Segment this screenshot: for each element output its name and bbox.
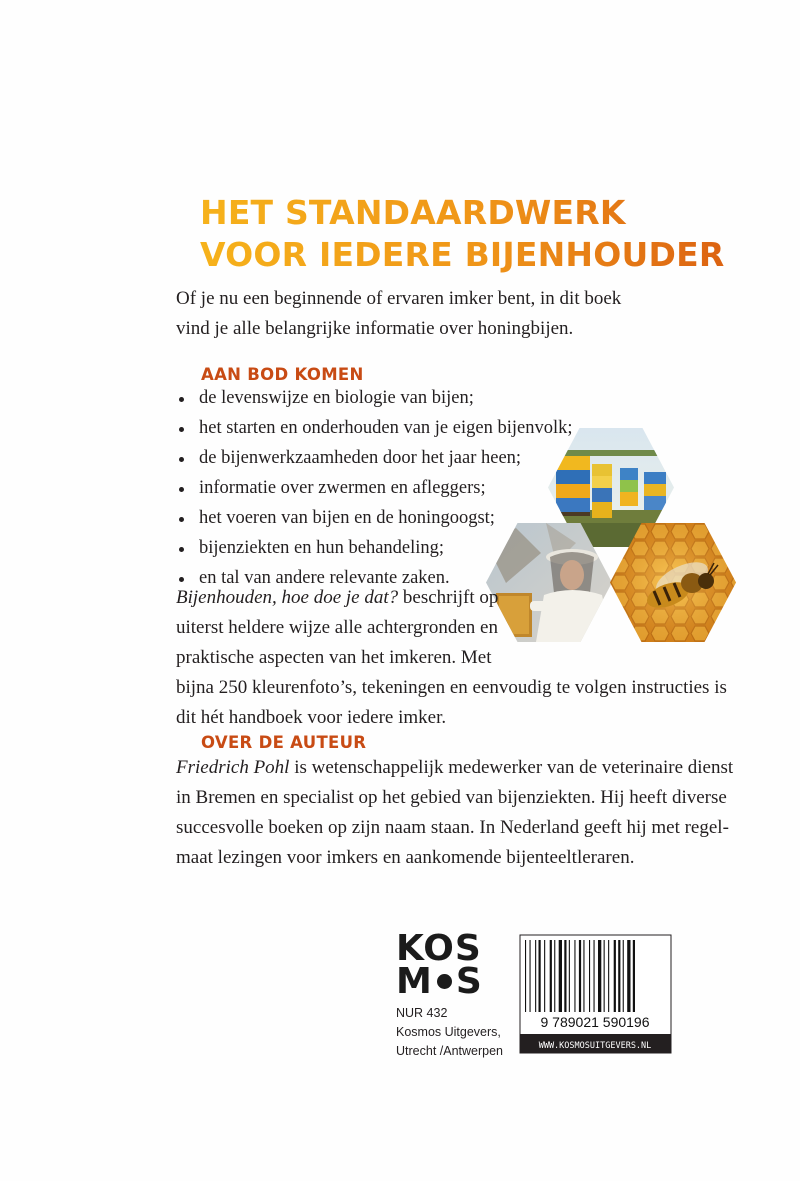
author-name: Friedrich Pohl xyxy=(176,757,290,778)
barcode-bar xyxy=(618,940,620,1012)
nur-code: NUR 432 xyxy=(396,1006,448,1020)
barcode-bar xyxy=(627,940,630,1012)
barcode-bar xyxy=(594,940,595,1012)
author-text xyxy=(176,753,734,873)
headline-line-1: HET STANDAARDWERK xyxy=(200,192,724,234)
barcode-bar xyxy=(539,940,541,1012)
barcode-bar xyxy=(598,940,601,1012)
description-line: beschrijft op xyxy=(398,587,499,608)
book-title: Bijenhouden, hoe doe je dat? xyxy=(176,587,399,608)
barcode-bar xyxy=(583,940,584,1012)
barcode-bar xyxy=(550,940,552,1012)
headline-line-2: VOOR IEDERE BIJENHOUDER xyxy=(200,235,725,274)
list-item: informatie over zwermen en afleggers; xyxy=(178,473,572,503)
logo-dot-icon xyxy=(437,974,452,989)
list-item: de bijenwerkzaamheden door het jaar heen; xyxy=(178,443,572,473)
barcode-bar xyxy=(535,940,536,1012)
description-text xyxy=(176,583,727,733)
description-line: dit hét handboek voor iedere imker. xyxy=(176,707,447,728)
barcode-bar xyxy=(608,940,609,1012)
list-item: het starten en onderhouden van je eigen bijenvolk; xyxy=(178,413,572,443)
isbn-number: 9 789021 590196 xyxy=(540,1014,650,1030)
list-item: bijenziekten en hun behandeling; xyxy=(178,533,572,563)
description-line: uiterst heldere wijze alle achtergronden en xyxy=(176,617,498,638)
barcode-bar xyxy=(579,940,581,1012)
description-line: praktische aspecten van het imkeren. Met xyxy=(176,647,492,668)
barcode-bar xyxy=(544,940,545,1012)
kosmos-logo xyxy=(396,928,483,1002)
publisher-url: WWW.KOSMOSUITGEVERS.NL xyxy=(538,1041,652,1051)
barcode-bar xyxy=(574,940,575,1012)
publisher-city: Utrecht /Antwerpen xyxy=(396,1044,503,1058)
logo-line-1: KOS xyxy=(396,928,482,969)
barcode-bar xyxy=(614,940,616,1012)
description-line: bijna 250 kleurenfoto’s, tekeningen en eenvoudig te volgen instructies is xyxy=(176,677,727,698)
author-line: maat lezingen voor imkers en aankomende bijenteeltleraren. xyxy=(176,847,635,868)
author-line: in Bremen en specialist op het gebied van bijenziekten. Hij heeft diverse xyxy=(176,787,727,808)
logo-line-2: M S xyxy=(396,961,483,1002)
list-item: het voeren van bijen en de honingoogst; xyxy=(178,503,572,533)
list-item: en tal van andere relevante zaken. xyxy=(178,563,572,593)
barcode-bar xyxy=(604,940,605,1012)
barcode-bar xyxy=(564,940,566,1012)
barcode-bar xyxy=(525,940,526,1012)
author-title: OVER DE AUTEUR xyxy=(201,733,367,752)
topics-title: AAN BOD KOMEN xyxy=(201,365,364,384)
intro-text: Of je nu een beginnende of ervaren imker bent, in dit boek vind je alle belangrijke informatie over honingbijen. xyxy=(176,288,622,339)
imprint xyxy=(396,1004,503,1061)
barcode-bar xyxy=(554,940,555,1012)
barcode-bar xyxy=(569,940,570,1012)
publisher-name: Kosmos Uitgevers, xyxy=(396,1025,501,1039)
headline xyxy=(200,192,724,276)
isbn-barcode xyxy=(519,934,672,1054)
list-item: de levenswijze en biologie van bijen; xyxy=(178,383,572,413)
barcode-bar xyxy=(530,940,531,1012)
author-line: succesvolle boeken op zijn naam staan. In Nederland geeft hij met regel- xyxy=(176,817,729,838)
barcode-bar xyxy=(589,940,590,1012)
barcode-bar xyxy=(559,940,562,1012)
author-line: is wetenschappelijk medewerker van de veterinaire dienst xyxy=(289,757,734,778)
barcode-bar xyxy=(623,940,624,1012)
barcode-bar xyxy=(633,940,635,1012)
